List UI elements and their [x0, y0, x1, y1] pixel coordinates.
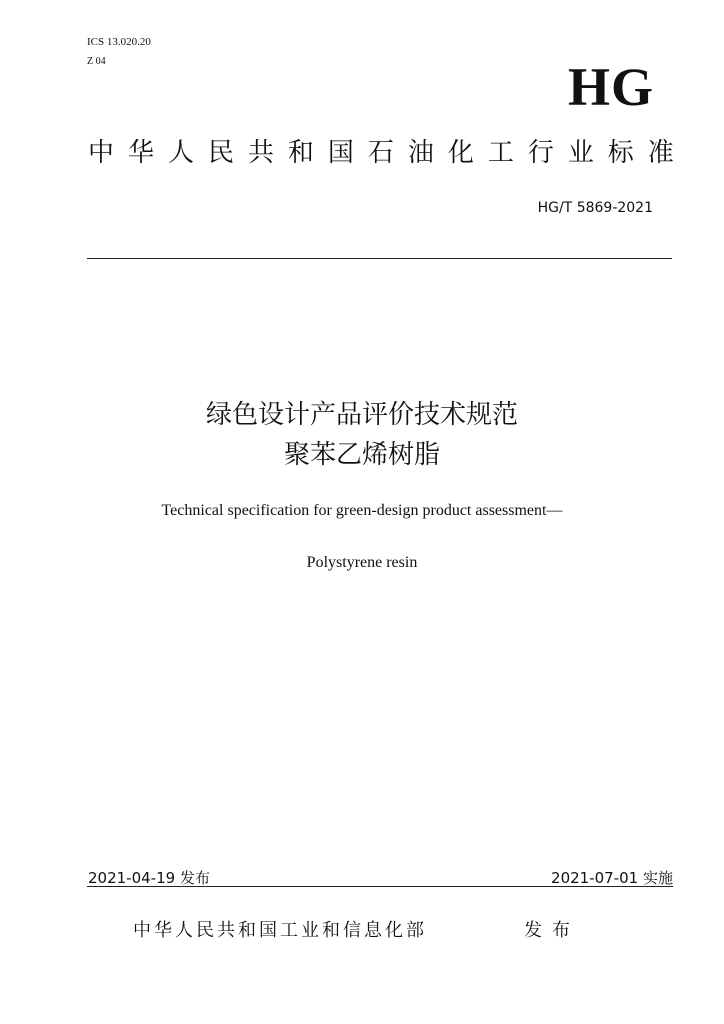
- bottom-divider: [87, 886, 673, 887]
- top-divider: [87, 258, 672, 259]
- category-char: 和: [287, 138, 314, 168]
- english-title-line-2: Polystyrene resin: [306, 554, 418, 571]
- publish-label: 发布: [524, 920, 580, 941]
- category-char: 石: [367, 138, 394, 168]
- category-char: 准: [647, 138, 674, 168]
- category-char: 油: [407, 138, 434, 168]
- category-char: 中: [88, 138, 115, 168]
- chinese-title-line-1: 绿色设计产品评价技术规范: [205, 400, 518, 430]
- english-title-line-1: Technical specification for green-design product assessment—: [161, 502, 563, 519]
- category-char: 民: [207, 138, 234, 168]
- publisher-name: 中华人民共和国工业和信息化部: [133, 920, 427, 941]
- category-char: 工: [487, 138, 514, 168]
- category-char: 业: [567, 138, 594, 168]
- classification-code: Z 04: [87, 56, 106, 67]
- category-char: 共: [247, 138, 274, 168]
- category-char: 行: [527, 138, 554, 168]
- standard-number: HG/T 5869-2021: [537, 200, 653, 216]
- implementation-date: 2021-07-01 实施: [551, 869, 673, 887]
- standard-category-title: [88, 140, 674, 166]
- chinese-title: [0, 395, 724, 475]
- hg-logo: HG: [567, 57, 654, 117]
- category-char: 标: [607, 138, 634, 168]
- chinese-title-line-2: 聚苯乙烯树脂: [283, 440, 440, 470]
- category-char: 化: [447, 138, 474, 168]
- category-char: 人: [167, 138, 194, 168]
- category-char: 国: [327, 138, 354, 168]
- issue-date: 2021-04-19 发布: [88, 869, 210, 887]
- category-char: 华: [127, 138, 154, 168]
- ics-code: ICS 13.020.20: [87, 36, 151, 48]
